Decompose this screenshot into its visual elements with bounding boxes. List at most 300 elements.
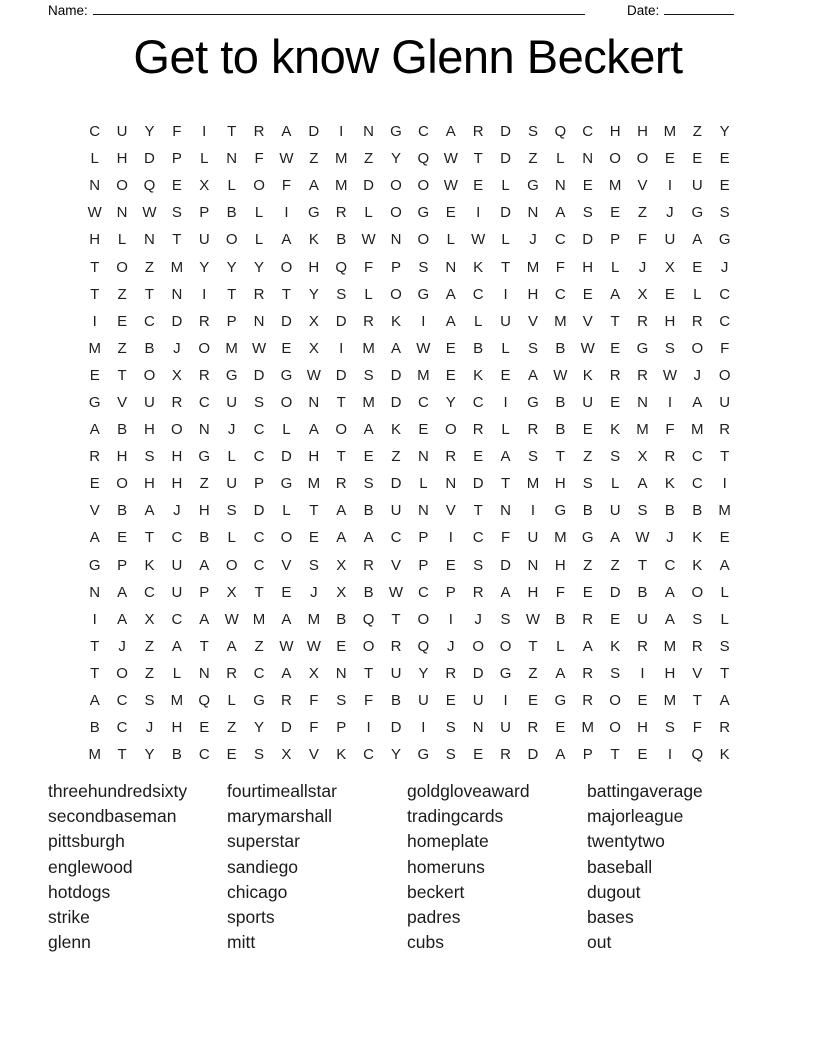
word-item: hotdogs (48, 881, 111, 902)
grid-cell: O (691, 339, 704, 357)
grid-cell: R (637, 637, 648, 655)
grid-cell: U (171, 583, 183, 601)
word-item: goldgloveaward (407, 781, 530, 801)
grid-cell: T (199, 637, 209, 655)
grid-cell: W (471, 231, 486, 249)
grid-cell: M (252, 610, 266, 628)
grid-cell: I (530, 502, 536, 520)
grid-cell: A (281, 123, 292, 141)
grid-cell: C (691, 475, 703, 493)
grid-cell: B (171, 746, 182, 764)
word-item: superstar (227, 831, 300, 852)
grid-cell: G (554, 502, 567, 520)
grid-cell: U (582, 393, 594, 411)
grid-cell: M (718, 502, 731, 520)
grid-cell: D (500, 150, 511, 168)
grid-cell: R (637, 312, 648, 330)
grid-cell: Z (144, 664, 155, 682)
grid-cell: C (664, 556, 676, 574)
grid-cell: H (609, 123, 621, 141)
grid-cell: L (446, 231, 455, 249)
grid-cell: U (226, 393, 238, 411)
grid-cell: N (198, 421, 210, 439)
word-item: chicago (227, 881, 288, 902)
grid-cell: R (719, 421, 731, 439)
grid-cell: F (665, 421, 675, 439)
grid-cell: I (202, 285, 207, 303)
grid-cell: J (145, 719, 154, 737)
grid-cell: B (664, 502, 675, 520)
grid-cell: E (171, 177, 182, 195)
grid-cell: M (334, 150, 348, 168)
grid-cell: E (637, 746, 648, 764)
grid-cell: W (279, 150, 294, 168)
grid-cell: O (171, 421, 183, 439)
grid-cell: M (581, 719, 594, 737)
grid-cell: N (363, 123, 375, 141)
grid-cell: K (582, 366, 593, 384)
grid-cell: L (254, 204, 264, 222)
grid-cell: O (417, 610, 430, 628)
grid-cell: C (472, 393, 484, 411)
grid-cell: D (390, 393, 402, 411)
grid-cell: S (226, 502, 237, 520)
grid-cell: D (500, 123, 511, 141)
grid-cell: S (719, 204, 730, 222)
grid-cell: S (719, 637, 730, 655)
grid-cell: Z (144, 637, 155, 655)
grid-cell: C (198, 393, 210, 411)
grid-cell: H (582, 258, 594, 276)
grid-cell: H (144, 421, 155, 439)
grid-cell: A (117, 610, 128, 628)
grid-cell: H (308, 448, 320, 466)
grid-cell: V (117, 393, 128, 411)
grid-cell: R (363, 312, 375, 330)
grid-cell: R (691, 312, 703, 330)
grid-cell: S (418, 258, 429, 276)
grid-cell: W (306, 366, 321, 384)
grid-cell: E (281, 583, 292, 601)
grid-cell: F (555, 258, 565, 276)
grid-cell: O (417, 231, 430, 249)
grid-cell: H (527, 583, 539, 601)
grid-cell: W (635, 529, 650, 547)
grid-cell: L (282, 502, 291, 520)
grid-cell: N (335, 664, 347, 682)
grid-cell: U (226, 475, 238, 493)
grid-cell: P (390, 258, 401, 276)
grid-cell: O (499, 637, 512, 655)
grid-cell: S (692, 610, 703, 628)
grid-cell: R (609, 366, 621, 384)
grid-cell: R (527, 421, 539, 439)
grid-cell: B (692, 502, 703, 520)
grid-cell: U (390, 502, 402, 520)
grid-cell: N (417, 502, 429, 520)
grid-cell: M (526, 258, 540, 276)
word-item: out (587, 932, 612, 953)
grid-cell: O (609, 692, 621, 710)
grid-cell: L (556, 637, 565, 655)
grid-cell: B (637, 583, 648, 601)
grid-cell: F (555, 583, 565, 601)
grid-cell: E (719, 529, 730, 547)
grid-cell: G (581, 529, 594, 547)
word-item: dugout (587, 881, 641, 902)
grid-cell: A (89, 421, 100, 439)
grid-cell: U (171, 556, 183, 574)
word-bank-column (587, 779, 770, 955)
grid-cell: T (500, 475, 511, 493)
grid-cell: A (336, 502, 347, 520)
grid-cell: G (527, 393, 539, 411)
word-item: battingaverage (587, 781, 703, 801)
grid-cell: A (336, 529, 347, 547)
grid-cell: T (473, 502, 483, 520)
grid-cell: I (667, 393, 672, 411)
grid-cell: G (390, 123, 402, 141)
grid-cell: L (117, 231, 127, 249)
grid-cell: P (418, 529, 429, 547)
word-item: secondbaseman (48, 806, 177, 827)
grid-cell: N (527, 556, 539, 574)
grid-cell: K (610, 421, 621, 439)
grid-cell: A (281, 610, 292, 628)
grid-cell: A (89, 692, 100, 710)
grid-cell: Y (254, 258, 265, 276)
grid-cell: A (610, 285, 621, 303)
grid-cell: E (199, 719, 210, 737)
grid-cell: U (664, 231, 676, 249)
grid-cell: B (555, 393, 566, 411)
grid-cell: G (691, 204, 704, 222)
grid-cell: O (116, 177, 128, 195)
grid-cell: F (254, 150, 264, 168)
grid-cell: T (720, 448, 730, 466)
grid-cell: S (582, 204, 593, 222)
grid-cell: A (637, 475, 648, 493)
grid-cell: O (444, 421, 457, 439)
grid-cell: L (501, 421, 510, 439)
grid-cell: C (171, 610, 183, 628)
grid-cell: B (363, 502, 374, 520)
grid-cell: O (198, 339, 211, 357)
grid-cell: A (664, 610, 675, 628)
grid-cell: T (172, 231, 182, 249)
grid-cell: F (281, 177, 292, 195)
grid-cell: E (610, 339, 621, 357)
grid-cell: S (500, 610, 511, 628)
grid-cell: P (336, 719, 347, 737)
grid-cell: D (472, 475, 484, 493)
grid-cell: A (719, 692, 730, 710)
grid-cell: L (501, 231, 510, 249)
grid-cell: U (500, 719, 511, 737)
grid-cell: H (116, 150, 128, 168)
grid-cell: T (254, 583, 264, 601)
grid-cell: E (664, 150, 675, 168)
grid-cell: K (473, 258, 484, 276)
grid-cell: Z (254, 637, 264, 655)
grid-cell: S (527, 448, 538, 466)
grid-cell: A (144, 502, 155, 520)
grid-cell: B (555, 339, 566, 357)
grid-cell: T (336, 393, 346, 411)
grid-cell: S (144, 692, 155, 710)
grid-cell: A (117, 583, 128, 601)
grid-cell: E (473, 448, 484, 466)
grid-cell: C (582, 123, 594, 141)
grid-cell: S (610, 448, 621, 466)
grid-cell: G (307, 204, 320, 222)
word-item: tradingcards (407, 806, 504, 827)
grid-cell: C (116, 692, 128, 710)
grid-cell: O (116, 664, 128, 682)
grid-cell: Z (117, 285, 127, 303)
grid-cell: X (664, 258, 675, 276)
grid-cell: E (445, 204, 456, 222)
grid-cell: Z (117, 339, 127, 357)
grid-cell: J (666, 204, 674, 222)
grid-cell: K (664, 475, 675, 493)
grid-cell: N (89, 177, 101, 195)
grid-cell: W (224, 610, 239, 628)
grid-cell: R (691, 637, 703, 655)
word-bank (48, 779, 770, 955)
grid-cell: U (691, 177, 703, 195)
grid-cell: J (720, 258, 729, 276)
grid-cell: O (609, 150, 621, 168)
grid-cell: F (500, 529, 511, 547)
grid-cell: W (443, 150, 458, 168)
grid-cell: T (610, 312, 620, 330)
grid-cell: F (364, 258, 374, 276)
grid-cell: C (253, 448, 265, 466)
grid-cell: A (363, 529, 374, 547)
grid-cell: P (171, 150, 182, 168)
grid-cell: D (500, 556, 511, 574)
grid-cell: M (88, 746, 101, 764)
grid-cell: B (363, 583, 374, 601)
grid-cell: N (308, 393, 320, 411)
grid-cell: Z (309, 150, 319, 168)
grid-cell: E (89, 366, 100, 384)
grid-cell: J (693, 366, 702, 384)
grid-cell: C (171, 529, 183, 547)
grid-cell: E (582, 177, 593, 195)
grid-cell: B (117, 421, 128, 439)
grid-cell: P (226, 312, 237, 330)
grid-cell: N (89, 583, 101, 601)
grid-cell: V (390, 556, 401, 574)
grid-cell: V (527, 312, 538, 330)
grid-cell: G (499, 664, 512, 682)
grid-cell: W (87, 204, 102, 222)
grid-cell: H (171, 475, 183, 493)
grid-cell: C (253, 556, 265, 574)
name-label: Name: (48, 3, 88, 18)
grid-cell: M (554, 529, 567, 547)
grid-cell: F (720, 339, 730, 357)
grid-cell: U (527, 529, 539, 547)
grid-cell: A (308, 421, 319, 439)
grid-cell: U (609, 502, 621, 520)
grid-cell: L (254, 231, 264, 249)
grid-cell: C (89, 123, 101, 141)
grid-cell: Q (417, 637, 430, 655)
grid-cell: J (474, 610, 482, 628)
grid-cell: Z (610, 556, 620, 574)
word-bank-column (407, 779, 587, 955)
grid-cell: Y (308, 285, 319, 303)
grid-cell: M (526, 475, 540, 493)
grid-cell: A (226, 637, 237, 655)
grid-cell: E (308, 529, 319, 547)
grid-cell: E (719, 177, 730, 195)
grid-cell: L (473, 312, 483, 330)
grid-cell: D (308, 123, 320, 141)
grid-cell: S (254, 746, 265, 764)
grid-cell: U (198, 231, 210, 249)
grid-cell: B (390, 692, 401, 710)
word-bank-column (48, 779, 227, 955)
grid-cell: E (582, 285, 593, 303)
grid-cell: O (609, 719, 621, 737)
grid-cell: C (198, 746, 210, 764)
grid-cell: M (170, 258, 184, 276)
grid-cell: Q (417, 150, 430, 168)
grid-cell: E (610, 204, 621, 222)
word-item: fourtimeallstar (227, 781, 337, 801)
grid-cell: T (364, 664, 374, 682)
grid-cell: V (445, 502, 456, 520)
word-item: glenn (48, 932, 91, 953)
grid-cell: R (664, 448, 676, 466)
grid-cell: A (719, 556, 730, 574)
grid-cell: W (306, 637, 321, 655)
grid-cell: R (198, 312, 210, 330)
grid-cell: E (527, 692, 538, 710)
grid-cell: G (253, 692, 265, 710)
grid-cell: N (637, 393, 648, 411)
grid-cell: J (173, 502, 181, 520)
grid-cell: Y (390, 150, 401, 168)
grid-cell: J (638, 258, 647, 276)
grid-cell: I (503, 692, 508, 710)
grid-cell: R (472, 123, 484, 141)
grid-cell: D (171, 312, 183, 330)
grid-cell: R (472, 421, 484, 439)
date-blank-line (664, 1, 734, 15)
grid-cell: F (364, 692, 374, 710)
grid-cell: I (503, 285, 508, 303)
grid-cell: H (116, 448, 128, 466)
grid-cell: T (227, 285, 237, 303)
grid-cell: O (390, 204, 402, 222)
grid-cell: W (662, 366, 677, 384)
grid-cell: I (667, 746, 672, 764)
grid-cell: K (336, 746, 347, 764)
grid-cell: I (640, 664, 645, 682)
grid-cell: N (144, 231, 155, 249)
grid-cell: Z (391, 448, 401, 466)
grid-cell: T (117, 746, 127, 764)
grid-cell: R (500, 746, 511, 764)
grid-cell: L (227, 448, 236, 466)
grid-cell: Y (144, 746, 155, 764)
grid-cell: T (309, 502, 319, 520)
grid-cell: S (144, 448, 155, 466)
grid-cell: W (553, 366, 568, 384)
grid-cell: L (610, 258, 620, 276)
grid-cell: I (339, 339, 344, 357)
grid-cell: S (582, 475, 593, 493)
grid-cell: E (89, 475, 100, 493)
grid-cell: B (473, 339, 484, 357)
grid-cell: A (610, 529, 621, 547)
grid-cell: C (253, 421, 265, 439)
grid-cell: V (637, 177, 648, 195)
grid-cell: L (610, 475, 620, 493)
word-item: strike (48, 907, 90, 928)
grid-cell: X (144, 610, 155, 628)
grid-cell: W (142, 204, 157, 222)
grid-cell: O (280, 258, 293, 276)
grid-cell: L (364, 204, 373, 222)
grid-cell: W (525, 610, 541, 628)
grid-cell: A (363, 421, 374, 439)
grid-cell: G (225, 366, 238, 384)
grid-cell: Y (144, 123, 155, 141)
grid-cell: O (417, 177, 430, 195)
grid-cell: Y (719, 123, 730, 141)
grid-cell: Q (554, 123, 567, 141)
grid-cell: U (637, 610, 648, 628)
grid-cell: A (445, 285, 456, 303)
grid-cell: G (554, 692, 567, 710)
grid-cell: T (500, 258, 511, 276)
grid-cell: B (336, 231, 347, 249)
grid-cell: R (582, 610, 594, 628)
grid-cell: N (472, 719, 484, 737)
grid-cell: E (445, 692, 456, 710)
grid-cell: R (363, 556, 375, 574)
grid-cell: B (144, 339, 155, 357)
grid-cell: A (500, 448, 511, 466)
grid-cell: S (445, 746, 456, 764)
name-blank-line (93, 1, 585, 15)
grid-cell: G (198, 448, 211, 466)
grid-cell: Q (143, 177, 156, 195)
grid-cell: A (555, 746, 566, 764)
word-item: beckert (407, 881, 465, 902)
grid-cell: B (555, 421, 566, 439)
grid-cell: F (309, 719, 319, 737)
grid-cell: G (88, 556, 101, 574)
grid-cell: Q (362, 610, 375, 628)
grid-cell: B (336, 610, 347, 628)
grid-cell: R (335, 475, 347, 493)
grid-cell: A (281, 664, 292, 682)
grid-cell: C (719, 312, 731, 330)
grid-cell: K (390, 421, 401, 439)
grid-cell: R (89, 448, 101, 466)
grid-cell: M (225, 339, 238, 357)
grid-cell: I (448, 610, 453, 628)
grid-cell: Z (144, 258, 155, 276)
grid-cell: R (281, 692, 292, 710)
